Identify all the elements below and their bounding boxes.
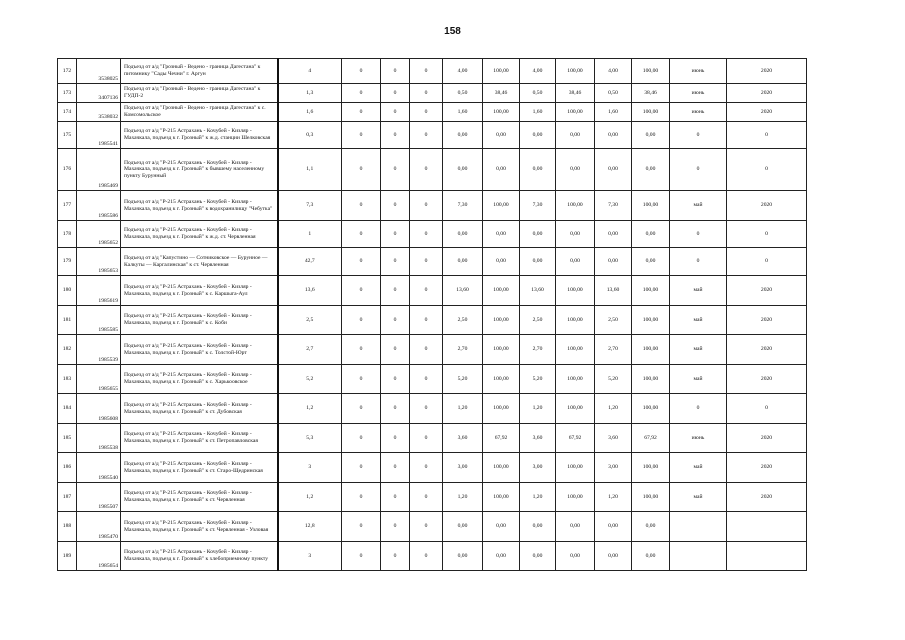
year-cell [727, 512, 807, 542]
col-value-cell: 0,50 [520, 84, 556, 103]
col-value-cell: 0 [381, 122, 410, 149]
col-value-cell: 1,20 [595, 483, 632, 512]
road-name-cell: Подъезд от а/д "Капустино — Сотниковское — Бурунное — Калкуты — Каргалинская" к ст. Червленная [121, 248, 278, 276]
col-value-cell: 67,92 [632, 424, 670, 453]
col-value-cell: 0 [381, 512, 410, 542]
col-value-cell: 0,00 [483, 221, 520, 248]
table-row [58, 84, 807, 103]
row-number-cell: 172 [58, 59, 77, 84]
col-value-cell: 0,00 [520, 512, 556, 542]
col-value-cell: 0 [381, 365, 410, 394]
col-value-cell: 0,00 [556, 149, 595, 191]
row-number-cell: 186 [58, 453, 77, 483]
col-value-cell: 0,00 [632, 512, 670, 542]
table-row [58, 149, 807, 191]
col-value-cell: 0,00 [520, 221, 556, 248]
col-value-cell: 3,00 [443, 453, 483, 483]
col-value-cell: 0 [342, 59, 381, 84]
road-name-cell: Подъезд от а/д "Р-215 Астрахань - Кочубей - Кизляр - Махачкала, подъезд к г. Грозный" к бывшему населенному пункту Бурунный [121, 149, 278, 191]
col-value-cell: 1,60 [595, 103, 632, 122]
col-value-cell: 0 [410, 424, 443, 453]
road-length-cell: 5,2 [278, 365, 342, 394]
road-name-cell: Подъезд от а/д "Р-215 Астрахань - Кочубей - Кизляр - Махачкала, подъезд к г. Грозный" к ст. Червленная [121, 483, 278, 512]
road-length-cell: 7,3 [278, 191, 342, 221]
col-value-cell: 100,00 [556, 394, 595, 424]
table-row [58, 122, 807, 149]
col-value-cell: 0 [342, 453, 381, 483]
col-value-cell: 0 [381, 103, 410, 122]
month-cell: июнь [670, 84, 727, 103]
road-code-cell: 1985540 [77, 453, 121, 483]
month-cell: май [670, 276, 727, 306]
row-number-cell: 187 [58, 483, 77, 512]
col-value-cell: 2,50 [520, 306, 556, 335]
year-cell: 2020 [727, 191, 807, 221]
month-cell: 0 [670, 394, 727, 424]
col-value-cell: 0,00 [483, 122, 520, 149]
col-value-cell: 7,30 [443, 191, 483, 221]
col-value-cell: 0,00 [632, 122, 670, 149]
year-cell: 2020 [727, 483, 807, 512]
col-value-cell: 0 [410, 103, 443, 122]
col-value-cell: 0 [410, 59, 443, 84]
col-value-cell: 0 [410, 394, 443, 424]
col-value-cell: 3,60 [520, 424, 556, 453]
year-cell: 2020 [727, 424, 807, 453]
col-value-cell: 0 [342, 365, 381, 394]
col-value-cell: 0,00 [443, 512, 483, 542]
col-value-cell: 4,00 [443, 59, 483, 84]
col-value-cell: 100,00 [632, 335, 670, 365]
col-value-cell: 0 [381, 221, 410, 248]
road-code-cell: 3538032 [77, 103, 121, 122]
table-row [58, 394, 807, 424]
col-value-cell: 100,00 [483, 394, 520, 424]
month-cell: май [670, 365, 727, 394]
road-length-cell: 2,5 [278, 306, 342, 335]
col-value-cell: 0 [381, 84, 410, 103]
month-cell: июнь [670, 424, 727, 453]
road-name-cell: Подъезд от а/д "Р-215 Астрахань - Кочубей - Кизляр - Махачкала, подъезд к г. Грозный" к ст. Дубовская [121, 394, 278, 424]
road-length-cell: 2,7 [278, 335, 342, 365]
col-value-cell: 100,00 [483, 483, 520, 512]
col-value-cell: 0 [381, 453, 410, 483]
col-value-cell: 0 [381, 149, 410, 191]
table-body [58, 59, 807, 571]
col-value-cell: 100,00 [483, 335, 520, 365]
col-value-cell: 0 [381, 424, 410, 453]
row-number-cell: 179 [58, 248, 77, 276]
col-value-cell: 5,20 [520, 365, 556, 394]
col-value-cell: 0,00 [483, 149, 520, 191]
road-name-cell: Подъезд от а/д "Р-215 Астрахань - Кочубей - Кизляр - Махачкала, подъезд к г. Грозный" к хлебоприемному пункту [121, 542, 278, 571]
road-code-cell: 1985541 [77, 122, 121, 149]
col-value-cell: 0 [410, 149, 443, 191]
col-value-cell: 1,20 [520, 483, 556, 512]
month-cell: май [670, 191, 727, 221]
col-value-cell: 2,70 [443, 335, 483, 365]
col-value-cell: 0,00 [595, 122, 632, 149]
table-row [58, 103, 807, 122]
month-cell: май [670, 483, 727, 512]
year-cell: 2020 [727, 306, 807, 335]
month-cell: 0 [670, 221, 727, 248]
month-cell: июнь [670, 59, 727, 84]
col-value-cell: 0 [381, 394, 410, 424]
col-value-cell: 0,00 [595, 149, 632, 191]
col-value-cell: 0 [381, 335, 410, 365]
col-value-cell: 0 [342, 122, 381, 149]
col-value-cell: 0 [410, 276, 443, 306]
col-value-cell: 0,00 [632, 248, 670, 276]
col-value-cell: 1,60 [443, 103, 483, 122]
col-value-cell: 0,00 [556, 248, 595, 276]
col-value-cell: 3,60 [595, 424, 632, 453]
row-number-cell: 175 [58, 122, 77, 149]
road-length-cell: 1,2 [278, 483, 342, 512]
col-value-cell: 0 [381, 483, 410, 512]
col-value-cell: 100,00 [556, 483, 595, 512]
col-value-cell: 0,00 [595, 221, 632, 248]
road-length-cell: 42,7 [278, 248, 342, 276]
year-cell: 2020 [727, 453, 807, 483]
year-cell: 0 [727, 248, 807, 276]
row-number-cell: 182 [58, 335, 77, 365]
col-value-cell: 0 [342, 483, 381, 512]
col-value-cell: 0 [342, 542, 381, 571]
month-cell: июнь [670, 103, 727, 122]
road-length-cell: 4 [278, 59, 342, 84]
year-cell: 0 [727, 122, 807, 149]
col-value-cell: 0,00 [483, 512, 520, 542]
col-value-cell: 0,00 [520, 149, 556, 191]
col-value-cell: 100,00 [556, 191, 595, 221]
col-value-cell: 5,20 [443, 365, 483, 394]
road-name-cell: Подъезд от а/д "Р-215 Астрахань - Кочубей - Кизляр - Махачкала, подъезд к г. Грозный" к ж.д. станции Шелковская [121, 122, 278, 149]
road-length-cell: 1,3 [278, 84, 342, 103]
col-value-cell: 100,00 [483, 59, 520, 84]
col-value-cell: 67,92 [483, 424, 520, 453]
road-length-cell: 13,6 [278, 276, 342, 306]
col-value-cell: 100,00 [556, 365, 595, 394]
col-value-cell: 0 [410, 221, 443, 248]
road-name-cell: Подъезд от а/д "Грозный - Ведено - граница Дагестана" к с. Комсомольское [121, 103, 278, 122]
road-length-cell: 3 [278, 542, 342, 571]
month-cell: май [670, 453, 727, 483]
row-number-cell: 177 [58, 191, 77, 221]
month-cell [670, 512, 727, 542]
col-value-cell: 0,00 [443, 221, 483, 248]
col-value-cell: 0,00 [520, 248, 556, 276]
row-number-cell: 178 [58, 221, 77, 248]
road-length-cell: 1,2 [278, 394, 342, 424]
col-value-cell: 100,00 [556, 453, 595, 483]
road-code-cell: 1985586 [77, 191, 121, 221]
col-value-cell: 100,00 [632, 483, 670, 512]
col-value-cell: 1,20 [443, 483, 483, 512]
road-code-cell: 1985608 [77, 394, 121, 424]
col-value-cell: 0,00 [556, 542, 595, 571]
row-number-cell: 173 [58, 84, 77, 103]
col-value-cell: 100,00 [632, 59, 670, 84]
table-row [58, 335, 807, 365]
col-value-cell: 13,60 [520, 276, 556, 306]
col-value-cell: 100,00 [483, 306, 520, 335]
col-value-cell: 0 [410, 542, 443, 571]
col-value-cell: 3,00 [595, 453, 632, 483]
col-value-cell: 5,20 [595, 365, 632, 394]
road-name-cell: Подъезд от а/д "Р-215 Астрахань - Кочубей - Кизляр - Махачкала, подъезд к г. Грозный" к ж.д. ст. Червленная [121, 221, 278, 248]
table-row [58, 483, 807, 512]
year-cell: 0 [727, 221, 807, 248]
col-value-cell: 100,00 [632, 306, 670, 335]
road-length-cell: 1,6 [278, 103, 342, 122]
col-value-cell: 100,00 [632, 453, 670, 483]
roads-table [57, 58, 807, 571]
col-value-cell: 100,00 [483, 276, 520, 306]
road-length-cell: 3 [278, 453, 342, 483]
col-value-cell: 0 [342, 84, 381, 103]
col-value-cell: 0,00 [443, 542, 483, 571]
road-length-cell: 12,8 [278, 512, 342, 542]
col-value-cell: 0,00 [520, 542, 556, 571]
year-cell: 2020 [727, 103, 807, 122]
road-code-cell: 1985652 [77, 221, 121, 248]
col-value-cell: 0 [410, 365, 443, 394]
table-row [58, 191, 807, 221]
col-value-cell: 0 [381, 276, 410, 306]
table-row [58, 248, 807, 276]
road-name-cell: Подъезд от а/д "Р-215 Астрахань - Кочубей - Кизляр - Махачкала, подъезд к г. Грозный" к ст. Червленная - Узловая [121, 512, 278, 542]
row-number-cell: 185 [58, 424, 77, 453]
col-value-cell: 0 [410, 483, 443, 512]
road-code-cell: 1985655 [77, 365, 121, 394]
col-value-cell: 0,00 [556, 221, 595, 248]
col-value-cell: 0,00 [632, 149, 670, 191]
col-value-cell: 1,20 [443, 394, 483, 424]
year-cell: 2020 [727, 59, 807, 84]
col-value-cell: 0 [342, 335, 381, 365]
col-value-cell: 100,00 [556, 335, 595, 365]
month-cell: 0 [670, 122, 727, 149]
month-cell [670, 542, 727, 571]
road-code-cell: 3407136 [77, 84, 121, 103]
road-length-cell: 1,1 [278, 149, 342, 191]
year-cell [727, 542, 807, 571]
row-number-cell: 184 [58, 394, 77, 424]
row-number-cell: 180 [58, 276, 77, 306]
col-value-cell: 100,00 [483, 453, 520, 483]
col-value-cell: 1,20 [520, 394, 556, 424]
col-value-cell: 0 [410, 512, 443, 542]
col-value-cell: 0 [342, 512, 381, 542]
road-name-cell: Подъезд от а/д "Р-215 Астрахань - Кочубей - Кизляр - Махачкала, подъезд к г. Грозный" к ст. Старо-Щедринская [121, 453, 278, 483]
col-value-cell: 0,00 [632, 221, 670, 248]
col-value-cell: 0 [342, 191, 381, 221]
road-code-cell: 1985619 [77, 276, 121, 306]
month-cell: май [670, 306, 727, 335]
month-cell: 0 [670, 248, 727, 276]
col-value-cell: 38,46 [556, 84, 595, 103]
col-value-cell: 0 [342, 306, 381, 335]
col-value-cell: 100,00 [632, 394, 670, 424]
col-value-cell: 0 [342, 394, 381, 424]
year-cell: 0 [727, 149, 807, 191]
road-code-cell: 1985654 [77, 542, 121, 571]
col-value-cell: 100,00 [632, 103, 670, 122]
col-value-cell: 0 [381, 248, 410, 276]
road-name-cell: Подъезд от а/д "Р-215 Астрахань - Кочубей - Кизляр - Махачкала, подъезд к г. Грозный" к с. Коби [121, 306, 278, 335]
col-value-cell: 0 [342, 424, 381, 453]
row-number-cell: 176 [58, 149, 77, 191]
col-value-cell: 0 [381, 306, 410, 335]
col-value-cell: 7,30 [520, 191, 556, 221]
table-row [58, 365, 807, 394]
col-value-cell: 38,46 [632, 84, 670, 103]
row-number-cell: 183 [58, 365, 77, 394]
col-value-cell: 0 [381, 191, 410, 221]
col-value-cell: 2,50 [443, 306, 483, 335]
col-value-cell: 0,00 [595, 542, 632, 571]
road-length-cell: 1 [278, 221, 342, 248]
table-row [58, 59, 807, 84]
table-row [58, 542, 807, 571]
table-row [58, 424, 807, 453]
col-value-cell: 100,00 [556, 103, 595, 122]
road-name-cell: Подъезд от а/д "Р-215 Астрахань - Кочубей - Кизляр - Махачкала, подъезд к г. Грозный" к с. Харькоовское [121, 365, 278, 394]
col-value-cell: 100,00 [632, 191, 670, 221]
road-code-cell: 1985469 [77, 149, 121, 191]
col-value-cell: 0,00 [443, 122, 483, 149]
col-value-cell: 100,00 [632, 365, 670, 394]
col-value-cell: 3,60 [443, 424, 483, 453]
col-value-cell: 0,00 [443, 248, 483, 276]
col-value-cell: 0 [410, 84, 443, 103]
col-value-cell: 0 [410, 335, 443, 365]
col-value-cell: 0,00 [632, 542, 670, 571]
col-value-cell: 67,92 [556, 424, 595, 453]
col-value-cell: 100,00 [483, 103, 520, 122]
col-value-cell: 100,00 [483, 365, 520, 394]
col-value-cell: 0,00 [556, 122, 595, 149]
table-row [58, 306, 807, 335]
year-cell: 0 [727, 394, 807, 424]
col-value-cell: 0,00 [556, 512, 595, 542]
col-value-cell: 0,00 [595, 248, 632, 276]
road-name-cell: Подъезд от а/д "Р-215 Астрахань - Кочубей - Кизляр - Махачкала, подъезд к г. Грозный" к с. Каршыга-Аул [121, 276, 278, 306]
table-row [58, 221, 807, 248]
row-number-cell: 174 [58, 103, 77, 122]
col-value-cell: 100,00 [556, 276, 595, 306]
road-name-cell: Подъезд от а/д "Р-215 Астрахань - Кочубей - Кизляр - Махачкала, подъезд к г. Грозный" к водохранилищу "Чебутка" [121, 191, 278, 221]
col-value-cell: 0 [342, 103, 381, 122]
col-value-cell: 0,00 [595, 512, 632, 542]
col-value-cell: 4,00 [595, 59, 632, 84]
col-value-cell: 0 [381, 542, 410, 571]
table-row [58, 453, 807, 483]
col-value-cell: 7,30 [595, 191, 632, 221]
col-value-cell: 0 [410, 122, 443, 149]
col-value-cell: 1,60 [520, 103, 556, 122]
col-value-cell: 0,00 [443, 149, 483, 191]
col-value-cell: 0 [342, 221, 381, 248]
col-value-cell: 0 [410, 306, 443, 335]
col-value-cell: 0 [342, 149, 381, 191]
table-row [58, 276, 807, 306]
table-row [58, 512, 807, 542]
col-value-cell: 0,00 [520, 122, 556, 149]
road-code-cell: 3538025 [77, 59, 121, 84]
road-code-cell: 1985585 [77, 306, 121, 335]
col-value-cell: 0,00 [483, 248, 520, 276]
col-value-cell: 0 [342, 276, 381, 306]
col-value-cell: 0 [381, 59, 410, 84]
col-value-cell: 0 [410, 453, 443, 483]
col-value-cell: 2,70 [520, 335, 556, 365]
col-value-cell: 0 [410, 248, 443, 276]
road-code-cell: 1985470 [77, 512, 121, 542]
road-name-cell: Подъезд от а/д "Грозный - Ведено - граница Дагестана" к питомнику "Сады Чечни" г. Аргун [121, 59, 278, 84]
col-value-cell: 0 [342, 248, 381, 276]
road-name-cell: Подъезд от а/д "Грозный - Ведено - граница Дагестана" к ГУДП-2 [121, 84, 278, 103]
road-code-cell: 1985539 [77, 335, 121, 365]
col-value-cell: 13,60 [443, 276, 483, 306]
page-number: 158 [444, 26, 461, 37]
year-cell: 2020 [727, 335, 807, 365]
col-value-cell: 3,00 [520, 453, 556, 483]
col-value-cell: 100,00 [483, 191, 520, 221]
road-code-cell: 1985507 [77, 483, 121, 512]
road-length-cell: 0,3 [278, 122, 342, 149]
col-value-cell: 0,00 [483, 542, 520, 571]
col-value-cell: 100,00 [556, 306, 595, 335]
road-name-cell: Подъезд от а/д "Р-215 Астрахань - Кочубей - Кизляр - Махачкала, подъезд к г. Грозный" к ст. Петропавловская [121, 424, 278, 453]
col-value-cell: 4,00 [520, 59, 556, 84]
col-value-cell: 38,46 [483, 84, 520, 103]
road-name-cell: Подъезд от а/д "Р-215 Астрахань - Кочубей - Кизляр - Махачкала, подъезд к г. Грозный" к с. Толстой-Юрт [121, 335, 278, 365]
road-code-cell: 1985653 [77, 248, 121, 276]
col-value-cell: 2,70 [595, 335, 632, 365]
col-value-cell: 100,00 [556, 59, 595, 84]
col-value-cell: 0 [410, 191, 443, 221]
year-cell: 2020 [727, 276, 807, 306]
col-value-cell: 0,50 [595, 84, 632, 103]
month-cell: май [670, 335, 727, 365]
road-length-cell: 5,3 [278, 424, 342, 453]
col-value-cell: 100,00 [632, 276, 670, 306]
year-cell: 2020 [727, 84, 807, 103]
col-value-cell: 2,50 [595, 306, 632, 335]
year-cell: 2020 [727, 365, 807, 394]
col-value-cell: 0,50 [443, 84, 483, 103]
month-cell: 0 [670, 149, 727, 191]
row-number-cell: 188 [58, 512, 77, 542]
col-value-cell: 13,60 [595, 276, 632, 306]
col-value-cell: 1,20 [595, 394, 632, 424]
row-number-cell: 189 [58, 542, 77, 571]
road-code-cell: 1985538 [77, 424, 121, 453]
row-number-cell: 181 [58, 306, 77, 335]
